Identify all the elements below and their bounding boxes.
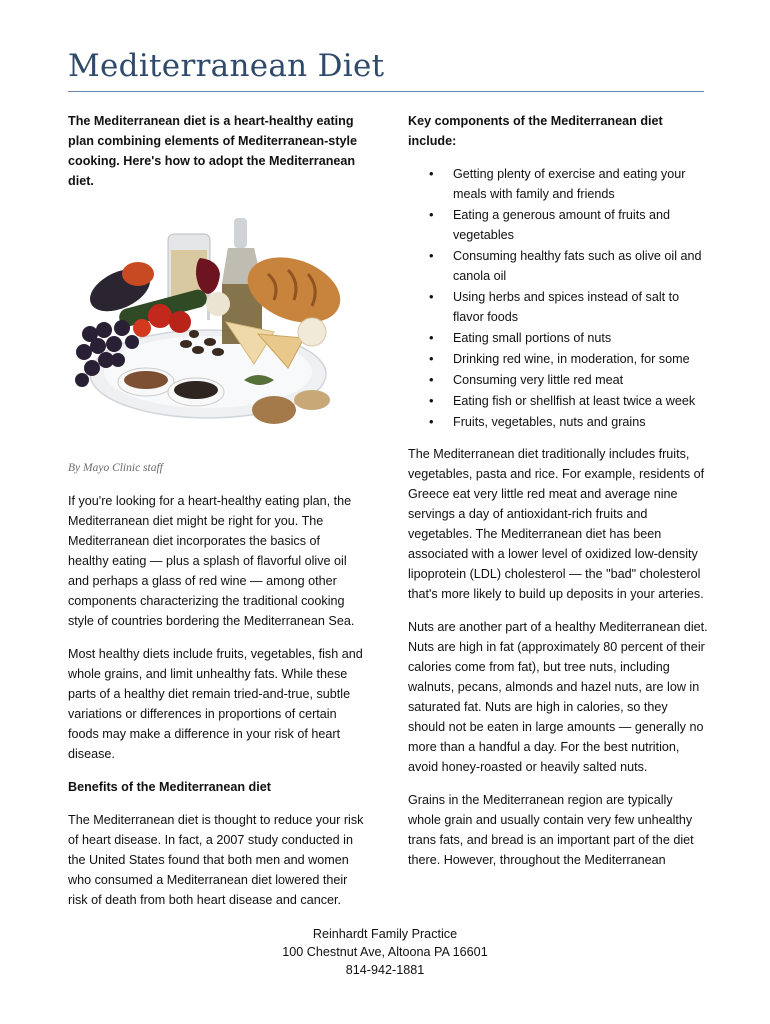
bullet-icon: • [429, 289, 434, 304]
list-item-text: Drinking red wine, in moderation, for some [453, 352, 690, 366]
paragraph-traditional: The Mediterranean diet traditionally includes fruits, vegetables, pasta and rice. For example, residents of Greece eat very little red meat and average nine servings a day of antioxidant-rich fruits and vegetables. The Mediterranean diet has been associated with a lower level of oxidized low-density lipoprotein (LDL) cholesterol — the "bad" cholesterol that's more likely to build up deposits in your arteries. [408, 447, 705, 601]
list-item-text: Fruits, vegetables, nuts and grains [453, 415, 646, 429]
byline: By Mayo Clinic staff [68, 462, 163, 474]
footer-address: 100 Chestnut Ave, Altoona PA 16601 [282, 945, 488, 959]
bullet-icon: • [429, 414, 434, 429]
bullet-icon: • [429, 166, 434, 181]
left-column [68, 111, 364, 923]
benefits-heading: Benefits of the Mediterranean diet [68, 780, 271, 794]
footer [0, 925, 770, 979]
list-item [408, 328, 708, 348]
key-components-heading: Key components of the Mediterranean diet include: [408, 114, 663, 148]
list-item-text: Eating a generous amount of fruits and vegetables [453, 208, 671, 242]
paragraph-grains: Grains in the Mediterranean region are typically whole grain and usually contain very few unhealthy trans fats, and bread is an important part of the diet there. However, throughout the Mediterranean [408, 793, 694, 867]
paragraph-nuts: Nuts are another part of a healthy Mediterranean diet. Nuts are high in fat (approximately 80 percent of their calories come from fat), but tree nuts, including walnuts, pecans, almonds and hazel nuts, are low in saturated fat. Nuts are high in calories, so they should not be eaten in large amounts — generally no more than a handful a day. For the best nutrition, avoid honey-roasted or heavily salted nuts. [408, 620, 708, 774]
list-item [408, 246, 708, 286]
bullet-icon: • [429, 330, 434, 345]
list-item-text: Consuming healthy fats such as olive oil and canola oil [453, 249, 702, 283]
list-item [408, 287, 708, 327]
bullet-icon: • [429, 351, 434, 366]
bullet-icon: • [429, 372, 434, 387]
list-item-text: Using herbs and spices instead of salt to flavor foods [453, 290, 680, 324]
bullet-icon: • [429, 207, 434, 222]
paragraph-healthy-diets: Most healthy diets include fruits, vegetables, fish and whole grains, and limit unhealthy fats. While these parts of a healthy diet remain tried-and-true, subtle variations or differences in proportions of certain foods may make a difference in your risk of heart disease. [68, 647, 363, 761]
title-divider [68, 91, 704, 92]
footer-phone: 814-942-1881 [345, 963, 425, 977]
list-item [408, 412, 708, 432]
list-item [408, 205, 708, 245]
footer-practice-name: Reinhardt Family Practice [312, 927, 458, 941]
list-item [408, 349, 708, 369]
list-item-text: Consuming very little red meat [453, 373, 624, 387]
list-item [408, 370, 708, 390]
list-item-text: Eating small portions of nuts [453, 331, 612, 345]
components-list [408, 164, 708, 432]
paragraph-benefits: The Mediterranean diet is thought to reduce your risk of heart disease. In fact, a 2007 study conducted in the United States found that both men and women who consumed a Mediterranean diet lowered their risk of death from both heart disease and cancer. [68, 813, 364, 907]
bullet-icon: • [429, 393, 434, 408]
list-item [408, 164, 708, 204]
page-title: Mediterranean Diet [68, 48, 385, 84]
intro-text: The Mediterranean diet is a heart-healthy eating plan combining elements of Mediterranean-style cooking. Here's how to adopt the Mediterranean diet. [68, 114, 358, 188]
bullet-icon: • [429, 248, 434, 263]
right-column [408, 111, 708, 883]
list-item-text: Eating fish or shellfish at least twice a week [453, 394, 696, 408]
list-item [408, 391, 708, 411]
paragraph-intro: If you're looking for a heart-healthy eating plan, the Mediterranean diet might be right for you. The Mediterranean diet incorporates the basics of healthy eating — plus a splash of flavorful olive oil and perhaps a glass of red wine — among other components characterizing the traditional cooking style of countries bordering the Mediterranean Sea. [68, 494, 355, 628]
list-item-text: Getting plenty of exercise and eating your meals with family and friends [453, 167, 686, 201]
mediterranean-food-photo [68, 204, 364, 444]
